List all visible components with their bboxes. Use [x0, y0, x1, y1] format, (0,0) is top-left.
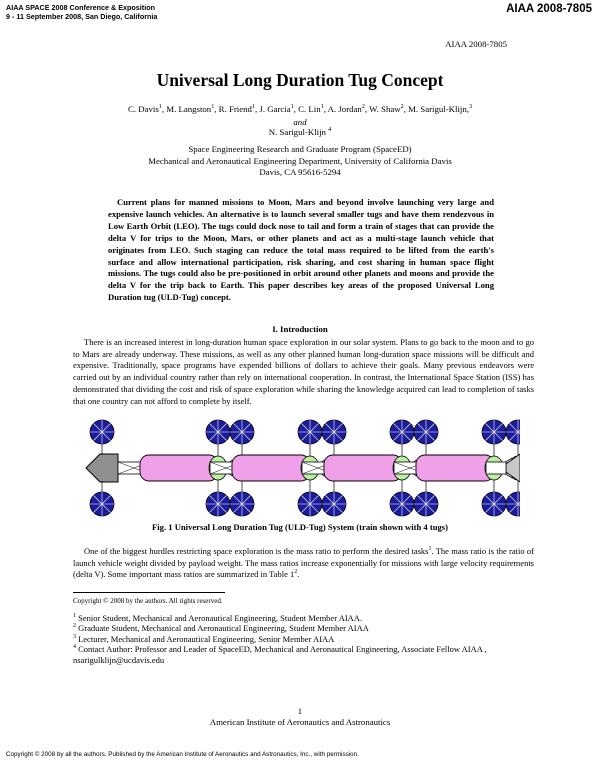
footnote: $^3$ Lecturer, Mechanical and Aeronautical Engineering, Senior Member AIAA	[73, 633, 335, 644]
footnote: $^4$ Contact Author: Professor and Leader of SpaceED, Mechanical and Aeronautical Engineering, Associate Fellow AIAA , nsarigulklijn@ucdavis.edu	[73, 644, 487, 665]
propellant-tank	[324, 455, 402, 481]
conference-dates: 9 - 11 September 2008, San Diego, California	[6, 11, 158, 21]
author-conjunction: and	[293, 117, 307, 127]
publisher-footer: American Institute of Aeronautics and Astronautics	[209, 717, 391, 727]
tug-train-figure	[80, 418, 520, 518]
affiliation-address: Davis, CA 95616-5294	[259, 167, 341, 177]
page-number: 1	[297, 706, 303, 716]
author-last: N. Sarigul-Klijn $^4$	[268, 127, 332, 137]
propellant-tank	[232, 455, 310, 481]
abstract: Current plans for manned missions to Moon, Mars and beyond involve launching very large and expensive launch vehicles. An alternative is to launch several smaller tugs and have them rendezvous in Low Earth Orbit (LEO). The tugs could dock nose to tail and form a train of stages that can provide the delta V for trips to the Moon, Mars, or other planets and act as a multi-stage launch vehicle that originates from LEO. Such staging can reduce the total mass required to be lifted from the earth's surface and allow international participation, risk sharing, and cost sharing in human space flight missions. The tugs could also be pre-positioned in orbit around other planets and moons and provide the delta V for the trip back to Earth. This paper describes key areas of the proposed Universal Long Duration tug (ULD-Tug) concept.	[108, 197, 494, 303]
paper-id-running: AIAA 2008-7805	[445, 39, 507, 49]
propellant-tank	[140, 455, 218, 481]
truss-section	[486, 462, 506, 474]
intro-paragraph: There is an increased interest in long-duration human space exploration in our solar system. Plans to go back to the moon and to go to Mars are already underway. These missions, as well as any other planned human long-duration space missions will be difficult and expensive. Traditionally, space programs have expended billions of dollars to achieve their goals. Many previous endeavors were carried out by an individual country rather than rely on international cooperation. In contrast, the International Space Station (ISS) has demonstrated that dividing the cost and risk of space exploration while sharing the knowledge acquired can lead to completion of tasks that one country can not afford to complete by itself.	[73, 337, 534, 406]
footnote: $^1$ Senior Student, Mechanical and Aeronautical Engineering, Student Member AIAA.	[73, 613, 363, 623]
affiliation-program: Space Engineering Research and Graduate Program (SpaceED)	[188, 144, 412, 154]
author-list: C. Davis$^1$, M. Langston$^1$, R. Friend$^1$, J. Garcia$^1$, C. Lin$^1$, A. Jordan$^2$, W. Shaw$^2$, M. Sarigul-Klijn,$^3$	[127, 104, 473, 114]
figure-caption: Fig. 1 Universal Long Duration Tug (ULD-Tug) System (train shown with 4 tugs)	[152, 522, 448, 532]
section-heading-introduction: I. Introduction	[272, 324, 328, 334]
footnote-divider	[73, 592, 225, 593]
mass-ratio-paragraph: One of the biggest hurdles restricting space exploration is the mass ratio to perform the desired tasks$^1$. The mass ratio is the ratio of launch vehicle weight divided by payload weight. The mass ratios increase exponentially for missions with large velocity requirements (delta V). Some important mass ratios are summarized in Table $1^2$.	[73, 546, 534, 580]
nose-cone	[86, 454, 118, 482]
conference-name: AIAA SPACE 2008 Conference & Exposition	[6, 3, 155, 12]
copyright-footer: Copyright © 2008 by all the authors. Published by the American Institute of Aeronautics and Astronautics, Inc., with permission.	[6, 751, 359, 758]
conference-info	[6, 4, 157, 21]
paper-title: Universal Long Duration Tug Concept	[156, 70, 444, 90]
propellant-tank	[416, 455, 494, 481]
affiliation-department: Mechanical and Aeronautical Engineering Department, University of California Davis	[148, 156, 452, 166]
paper-id-header: AIAA 2008-7805	[506, 3, 592, 15]
footnote: $^2$ Graduate Student, Mechanical and Aeronautical Engineering, Student Member AIAA	[73, 623, 369, 634]
footnotes	[73, 613, 543, 665]
copyright-note: Copyright © 2008 by the authors. All rights reserved.	[73, 597, 223, 605]
